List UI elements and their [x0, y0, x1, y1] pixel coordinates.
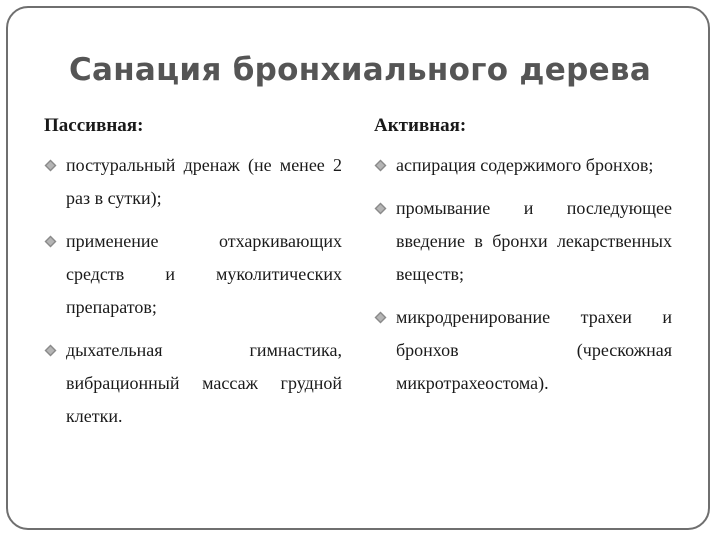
- list-item: [374, 192, 672, 291]
- active-column: [374, 113, 672, 410]
- bullet-icon: [374, 311, 387, 324]
- list-item: [374, 149, 672, 182]
- active-list: [374, 149, 672, 400]
- list-item-text: дыхательная гимнастика, вибрационный массаж грудной клетки.: [66, 340, 342, 426]
- list-item: [44, 149, 342, 215]
- list-item-text: применение отхаркивающих средств и муколитических препаратов;: [66, 231, 342, 317]
- passive-list: [44, 149, 342, 433]
- bullet-icon: [374, 159, 387, 172]
- list-item: [44, 334, 342, 433]
- bullet-icon: [44, 159, 57, 172]
- list-item: [44, 225, 342, 324]
- list-item-text: микродренирование трахеи и бронхов (чрескожная микротрахеостома).: [396, 307, 672, 393]
- list-item-text: аспирация содержимого бронхов;: [396, 155, 654, 175]
- list-item: [374, 301, 672, 400]
- bullet-icon: [44, 344, 57, 357]
- list-item-text: постуральный дренаж (не менее 2 раз в сутки);: [66, 155, 342, 208]
- passive-heading: Пассивная:: [44, 115, 144, 136]
- list-item-text: промывание и последующее введение в бронхи лекарственных веществ;: [396, 198, 672, 284]
- bullet-icon: [44, 235, 57, 248]
- active-heading: Активная:: [374, 115, 467, 136]
- passive-column: [44, 113, 342, 443]
- slide-title: Санация бронхиального дерева: [68, 52, 652, 88]
- bullet-icon: [374, 202, 387, 215]
